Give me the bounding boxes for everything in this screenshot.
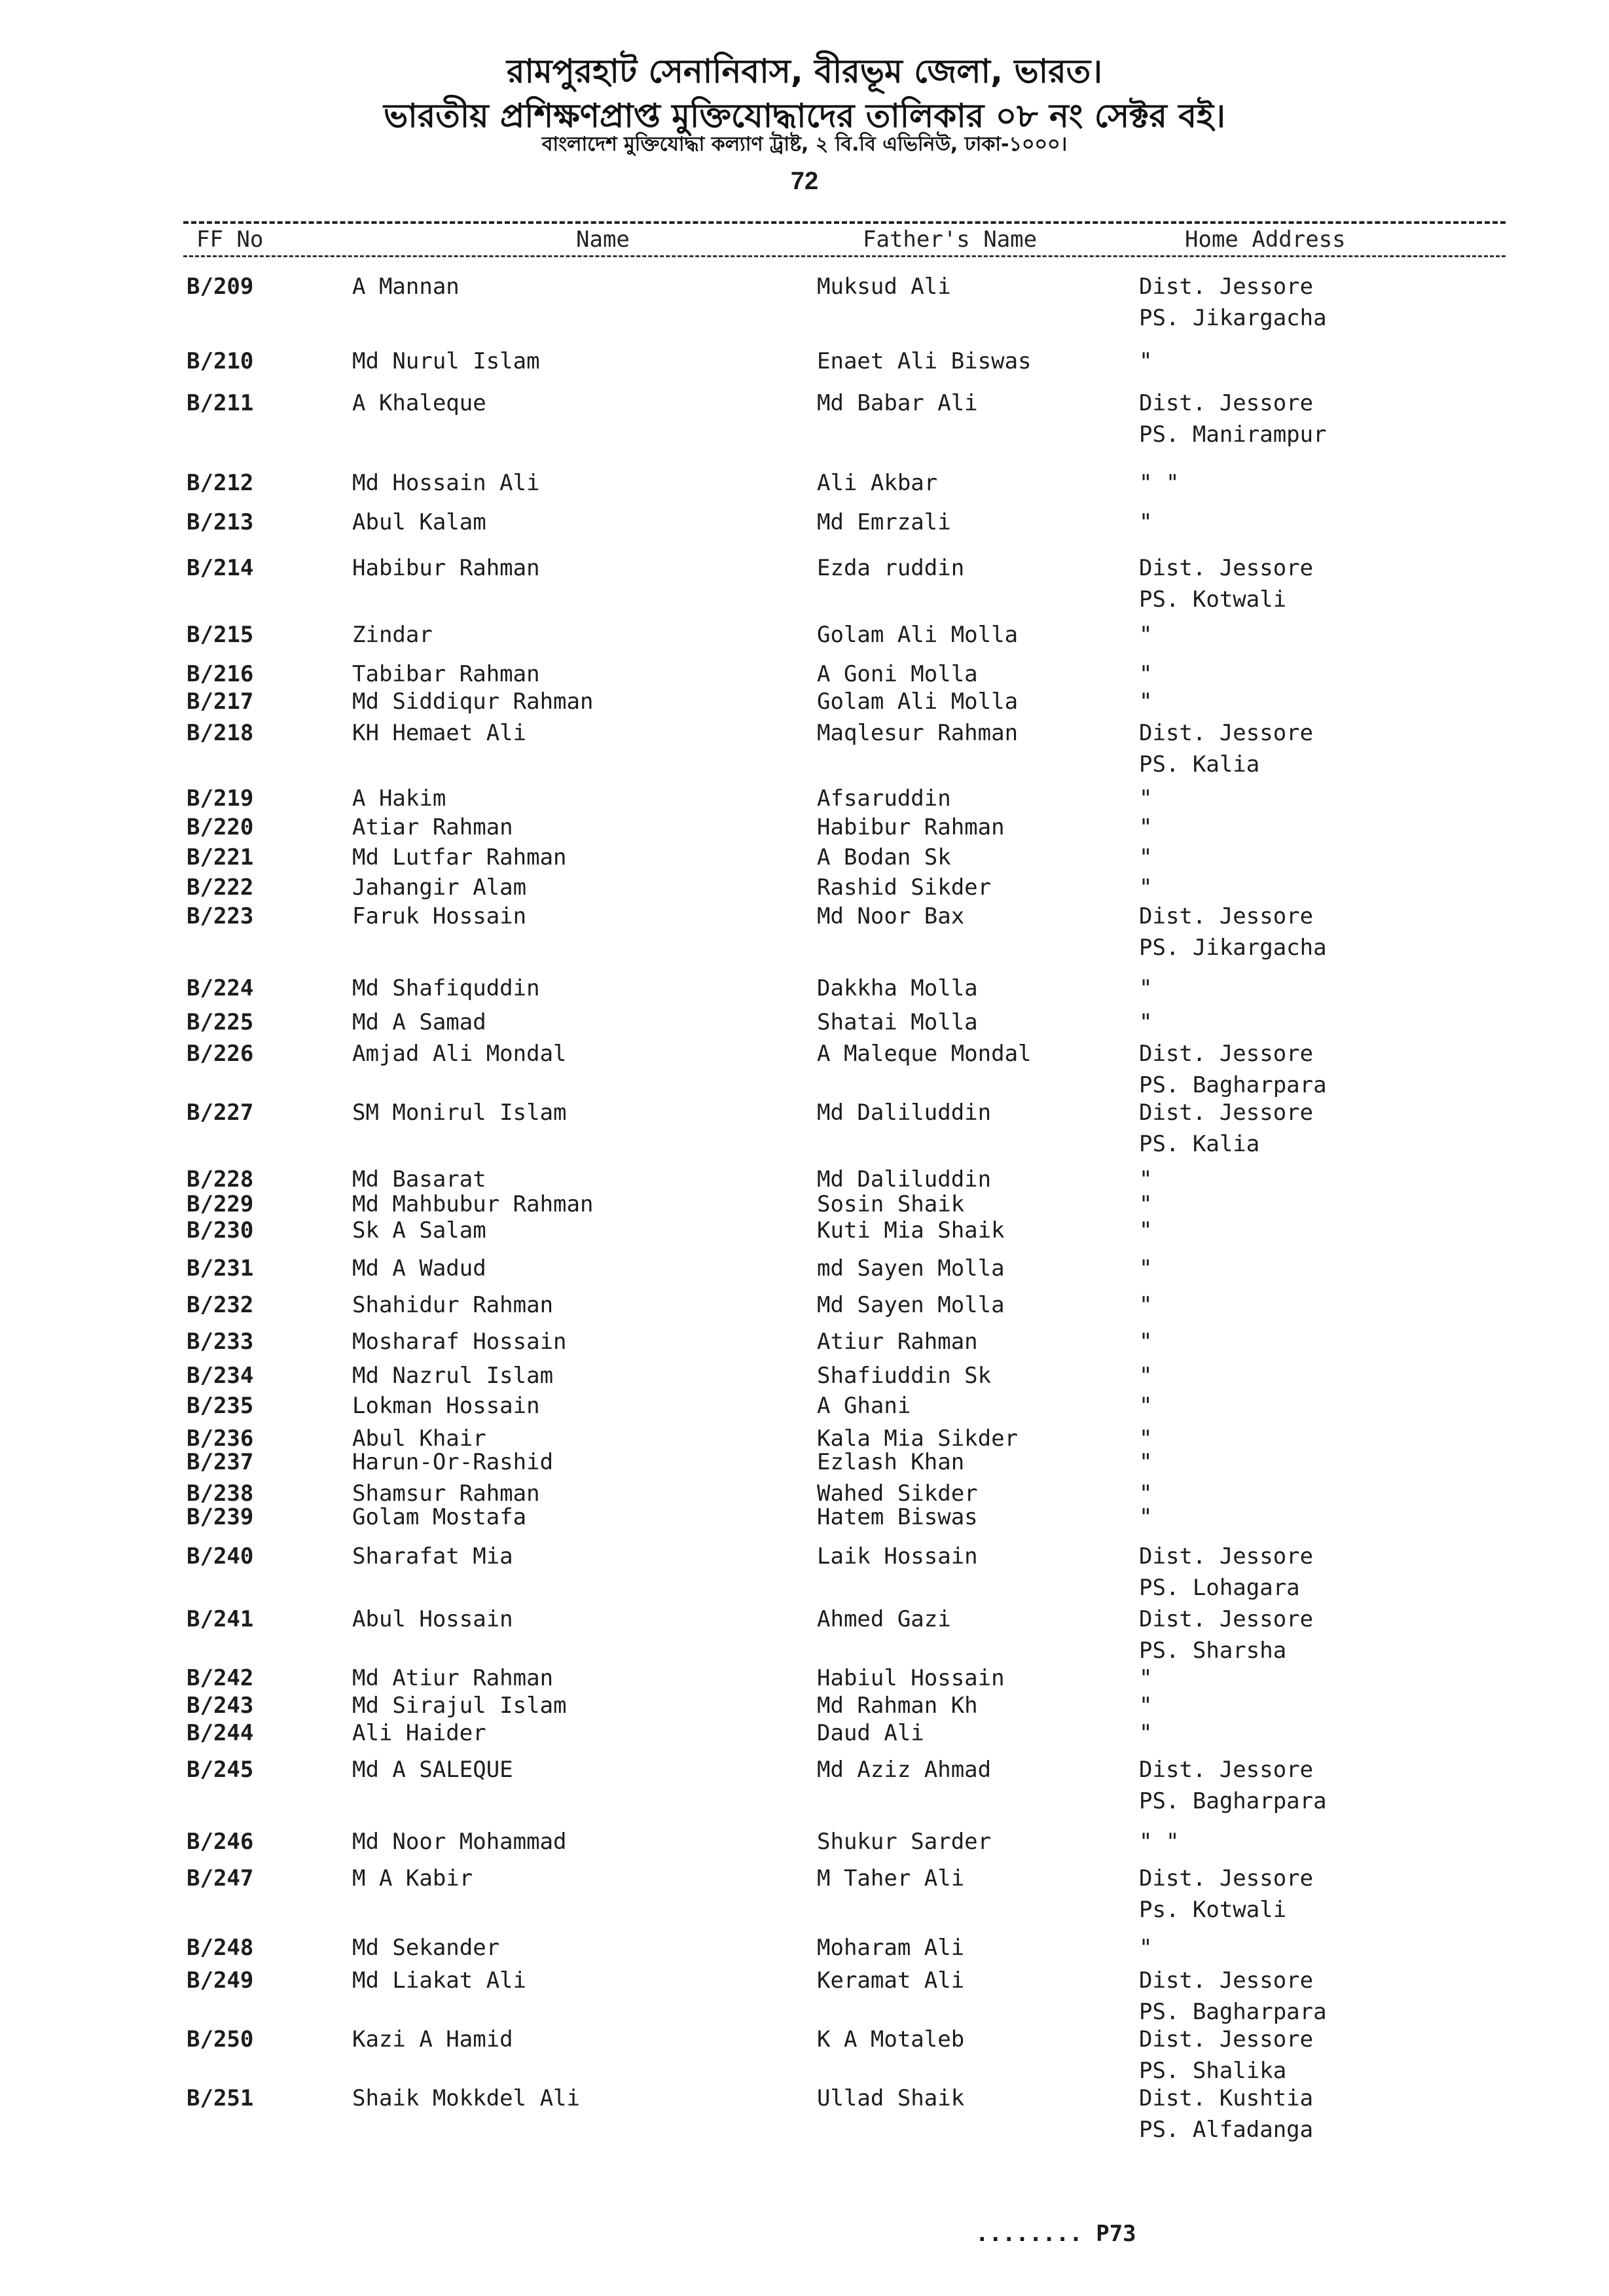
name-cell: Ali Haider xyxy=(352,1720,486,1746)
name-cell: Zindar xyxy=(352,622,433,648)
table-row xyxy=(0,1606,1609,1664)
ff-no-cell: B/214 xyxy=(187,555,254,581)
ff-no-cell: B/219 xyxy=(187,785,254,812)
address-line1-cell: " xyxy=(1139,1191,1153,1217)
address-line1-cell: " xyxy=(1139,1480,1153,1507)
name-cell: Md Hossain Ali xyxy=(352,470,540,496)
address-line1-cell: Dist. Jessore xyxy=(1139,903,1314,929)
name-cell: Abul Hossain xyxy=(352,1606,513,1632)
father-name-cell: Md Noor Bax xyxy=(817,903,965,929)
table-row xyxy=(0,1504,1609,1533)
page-heading-line1: রামপুরহাট সেনানিবাস, বীরভূম জেলা, ভারত। xyxy=(506,52,1103,90)
address-line1-cell: " xyxy=(1139,509,1153,535)
ff-no-cell: B/210 xyxy=(187,348,254,374)
father-name-cell: Moharam Ali xyxy=(817,1935,965,1961)
address-line2-cell: PS. Bagharpara xyxy=(1139,1072,1327,1098)
name-cell: Abul Khair xyxy=(352,1426,486,1452)
page-footer: ........ P73 xyxy=(975,2221,1136,2247)
name-cell: KH Hemaet Ali xyxy=(352,720,527,746)
address-line1-cell: " xyxy=(1139,661,1153,687)
name-cell: Amjad Ali Mondal xyxy=(352,1041,567,1067)
address-line1-cell: " xyxy=(1139,348,1153,374)
ff-no-cell: B/226 xyxy=(187,1041,254,1067)
page-heading-line3: বাংলাদেশ মুক্তিযোদ্ধা কল্যাণ ট্রাষ্ট, ২ বি.বি এভিনিউ, ঢাকা-১০০০। xyxy=(541,133,1068,156)
address-line1-cell: Dist. Jessore xyxy=(1139,1865,1314,1892)
name-cell: Harun-Or-Rashid xyxy=(352,1449,554,1475)
father-name-cell: Ezda ruddin xyxy=(817,555,965,581)
father-name-cell: A Maleque Mondal xyxy=(817,1041,1032,1067)
table-row xyxy=(0,1543,1609,1601)
father-name-cell: Muksud Ali xyxy=(817,274,951,300)
col-header-father: Father's Name xyxy=(863,226,1038,253)
father-name-cell: Keramat Ali xyxy=(817,1967,965,1994)
table-row xyxy=(0,1100,1609,1157)
header-rule-top xyxy=(183,221,1506,224)
table-row xyxy=(0,348,1609,377)
table-row xyxy=(0,1363,1609,1391)
ff-no-cell: B/232 xyxy=(187,1292,254,1318)
father-name-cell: Golam Ali Molla xyxy=(817,689,1019,715)
table-row xyxy=(0,1665,1609,1694)
ff-no-cell: B/239 xyxy=(187,1504,254,1530)
table-row xyxy=(0,1217,1609,1246)
name-cell: Md Shafiquddin xyxy=(352,975,540,1001)
father-name-cell: A Bodan Sk xyxy=(817,844,951,870)
father-name-cell: Ezlash Khan xyxy=(817,1449,965,1475)
ff-no-cell: B/233 xyxy=(187,1329,254,1355)
col-header-ff-no: FF No xyxy=(196,226,264,253)
address-line2-cell: PS. Jikargacha xyxy=(1139,305,1327,331)
address-line1-cell: " xyxy=(1139,1166,1153,1193)
father-name-cell: Maqlesur Rahman xyxy=(817,720,1019,746)
address-line1-cell: " xyxy=(1139,1665,1153,1691)
table-row xyxy=(0,975,1609,1004)
name-cell: Sk A Salam xyxy=(352,1217,486,1244)
father-name-cell: Ullad Shaik xyxy=(817,2085,965,2111)
ff-no-cell: B/248 xyxy=(187,1935,254,1961)
address-line1-cell: " xyxy=(1139,874,1153,901)
ff-no-cell: B/250 xyxy=(187,2026,254,2053)
address-line1-cell: " xyxy=(1139,844,1153,870)
address-line2-cell: PS. Bagharpara xyxy=(1139,1788,1327,1814)
ff-no-cell: B/240 xyxy=(187,1543,254,1570)
ff-no-cell: B/209 xyxy=(187,274,254,300)
ff-no-cell: B/211 xyxy=(187,390,254,416)
address-line1-cell: Dist. Jessore xyxy=(1139,1543,1314,1570)
ff-no-cell: B/228 xyxy=(187,1166,254,1193)
address-line1-cell: " xyxy=(1139,1504,1153,1530)
name-cell: A Khaleque xyxy=(352,390,486,416)
name-cell: A Hakim xyxy=(352,785,446,812)
address-line1-cell: " xyxy=(1139,1329,1153,1355)
address-line2-cell: PS. Sharsha xyxy=(1139,1638,1287,1664)
ff-no-cell: B/220 xyxy=(187,814,254,840)
name-cell: Habibur Rahman xyxy=(352,555,540,581)
father-name-cell: Md Babar Ali xyxy=(817,390,978,416)
address-line2-cell: PS. Jikargacha xyxy=(1139,935,1327,961)
name-cell: Shahidur Rahman xyxy=(352,1292,554,1318)
address-line1-cell: Dist. Jessore xyxy=(1139,1967,1314,1994)
father-name-cell: Shukur Sarder xyxy=(817,1829,992,1855)
ff-no-cell: B/225 xyxy=(187,1009,254,1035)
table-row xyxy=(0,1935,1609,1964)
father-name-cell: Daud Ali xyxy=(817,1720,924,1746)
name-cell: Md Atiur Rahman xyxy=(352,1665,554,1691)
table-row xyxy=(0,814,1609,843)
table-row xyxy=(0,1449,1609,1478)
father-name-cell: Atiur Rahman xyxy=(817,1329,978,1355)
address-line2-cell: PS. Kalia xyxy=(1139,1131,1260,1157)
table-row xyxy=(0,1191,1609,1220)
name-cell: Md Liakat Ali xyxy=(352,1967,527,1994)
father-name-cell: Golam Ali Molla xyxy=(817,622,1019,648)
name-cell: Kazi A Hamid xyxy=(352,2026,513,2053)
ff-no-cell: B/249 xyxy=(187,1967,254,1994)
name-cell: Md Lutfar Rahman xyxy=(352,844,567,870)
name-cell: Md Noor Mohammad xyxy=(352,1829,567,1855)
address-line1-cell: " xyxy=(1139,689,1153,715)
table-row xyxy=(0,903,1609,961)
table-row xyxy=(0,1393,1609,1422)
address-line2-cell: PS. Alfadanga xyxy=(1139,2117,1314,2143)
header-rule-bottom xyxy=(183,255,1506,257)
name-cell: Tabibar Rahman xyxy=(352,661,540,687)
ff-no-cell: B/229 xyxy=(187,1191,254,1217)
address-line1-cell: " xyxy=(1139,1426,1153,1452)
father-name-cell: Md Rahman Kh xyxy=(817,1693,978,1719)
father-name-cell: Kuti Mia Shaik xyxy=(817,1217,1005,1244)
ff-no-cell: B/217 xyxy=(187,689,254,715)
father-name-cell: Md Emrzali xyxy=(817,509,951,535)
father-name-cell: Md Sayen Molla xyxy=(817,1292,1005,1318)
father-name-cell: Afsaruddin xyxy=(817,785,951,812)
father-name-cell: Rashid Sikder xyxy=(817,874,992,901)
address-line1-cell: " xyxy=(1139,1255,1153,1282)
address-line2-cell: PS. Kotwali xyxy=(1139,586,1287,613)
name-cell: SM Monirul Islam xyxy=(352,1100,567,1126)
address-line1-cell: Dist. Jessore xyxy=(1139,555,1314,581)
address-line1-cell: " xyxy=(1139,1449,1153,1475)
address-line1-cell: Dist. Jessore xyxy=(1139,720,1314,746)
ff-no-cell: B/238 xyxy=(187,1480,254,1507)
address-line1-cell: " xyxy=(1139,1720,1153,1746)
ff-no-cell: B/222 xyxy=(187,874,254,901)
address-line2-cell: PS. Lohagara xyxy=(1139,1575,1300,1601)
table-row xyxy=(0,1041,1609,1098)
table-row xyxy=(0,1757,1609,1814)
ff-no-cell: B/247 xyxy=(187,1865,254,1892)
name-cell: Md Sirajul Islam xyxy=(352,1693,567,1719)
table-row xyxy=(0,274,1609,331)
ff-no-cell: B/223 xyxy=(187,903,254,929)
father-name-cell: Habiul Hossain xyxy=(817,1665,1005,1691)
ff-no-cell: B/245 xyxy=(187,1757,254,1783)
address-line2-cell: Ps. Kotwali xyxy=(1139,1897,1287,1923)
address-line1-cell: " xyxy=(1139,975,1153,1001)
table-row xyxy=(0,689,1609,717)
father-name-cell: A Ghani xyxy=(817,1393,911,1419)
ff-no-cell: B/246 xyxy=(187,1829,254,1855)
col-header-address: Home Address xyxy=(1185,226,1346,253)
table-row xyxy=(0,1329,1609,1357)
father-name-cell: Md Aziz Ahmad xyxy=(817,1757,992,1783)
address-line2-cell: PS. Kalia xyxy=(1139,751,1260,778)
ff-no-cell: B/216 xyxy=(187,661,254,687)
name-cell: Md A Wadud xyxy=(352,1255,486,1282)
father-name-cell: Md Daliluddin xyxy=(817,1166,992,1193)
ff-no-cell: B/212 xyxy=(187,470,254,496)
address-line2-cell: PS. Bagharpara xyxy=(1139,1999,1327,2025)
name-cell: Md Nurul Islam xyxy=(352,348,540,374)
address-line1-cell: " xyxy=(1139,1935,1153,1961)
father-name-cell: K A Motaleb xyxy=(817,2026,965,2053)
table-row xyxy=(0,1292,1609,1321)
name-cell: Shamsur Rahman xyxy=(352,1480,540,1507)
father-name-cell: Shafiuddin Sk xyxy=(817,1363,992,1389)
name-cell: Mosharaf Hossain xyxy=(352,1329,567,1355)
table-row xyxy=(0,555,1609,613)
name-cell: A Mannan xyxy=(352,274,460,300)
name-cell: Md Mahbubur Rahman xyxy=(352,1191,594,1217)
table-row xyxy=(0,470,1609,499)
address-line1-cell: Dist. Jessore xyxy=(1139,2026,1314,2053)
ff-no-cell: B/221 xyxy=(187,844,254,870)
address-line1-cell: Dist. Kushtia xyxy=(1139,2085,1314,2111)
father-name-cell: Dakkha Molla xyxy=(817,975,978,1001)
address-line2-cell: PS. Manirampur xyxy=(1139,422,1327,448)
address-line1-cell: " xyxy=(1139,1393,1153,1419)
father-name-cell: md Sayen Molla xyxy=(817,1255,1005,1282)
name-cell: Lokman Hossain xyxy=(352,1393,540,1419)
table-row xyxy=(0,1720,1609,1749)
name-cell: Md Nazrul Islam xyxy=(352,1363,554,1389)
father-name-cell: M Taher Ali xyxy=(817,1865,965,1892)
table-row xyxy=(0,1829,1609,1857)
ff-no-cell: B/241 xyxy=(187,1606,254,1632)
table-row xyxy=(0,1865,1609,1923)
ff-no-cell: B/234 xyxy=(187,1363,254,1389)
name-cell: Md A Samad xyxy=(352,1009,486,1035)
name-cell: Golam Mostafa xyxy=(352,1504,527,1530)
father-name-cell: Ali Akbar xyxy=(817,470,938,496)
name-cell: Jahangir Alam xyxy=(352,874,527,901)
father-name-cell: Kala Mia Sikder xyxy=(817,1426,1019,1452)
father-name-cell: Hatem Biswas xyxy=(817,1504,978,1530)
father-name-cell: Ahmed Gazi xyxy=(817,1606,951,1632)
ff-no-cell: B/227 xyxy=(187,1100,254,1126)
father-name-cell: Wahed Sikder xyxy=(817,1480,978,1507)
table-row xyxy=(0,2085,1609,2143)
table-row xyxy=(0,2026,1609,2084)
father-name-cell: Enaet Ali Biswas xyxy=(817,348,1032,374)
name-cell: Faruk Hossain xyxy=(352,903,527,929)
table-row xyxy=(0,661,1609,690)
address-line1-cell: Dist. Jessore xyxy=(1139,1757,1314,1783)
name-cell: Abul Kalam xyxy=(352,509,486,535)
ff-no-cell: B/235 xyxy=(187,1393,254,1419)
father-name-cell: Sosin Shaik xyxy=(817,1191,965,1217)
page-heading-line2: ভারতীয় প্রশিক্ষণপ্রাপ্ত মুক্তিযোদ্ধাদের তালিকার ০৮ নং সেক্টর বই। xyxy=(384,97,1225,135)
page-number: 72 xyxy=(790,168,819,195)
table-row xyxy=(0,390,1609,448)
name-cell: Sharafat Mia xyxy=(352,1543,513,1570)
name-cell: Md A SALEQUE xyxy=(352,1757,513,1783)
table-row xyxy=(0,1009,1609,1038)
father-name-cell: Habibur Rahman xyxy=(817,814,1005,840)
address-line1-cell: " " xyxy=(1139,470,1180,496)
table-row xyxy=(0,1255,1609,1284)
name-cell: Atiar Rahman xyxy=(352,814,513,840)
ff-no-cell: B/237 xyxy=(187,1449,254,1475)
address-line1-cell: " " xyxy=(1139,1829,1180,1855)
father-name-cell: Md Daliluddin xyxy=(817,1100,992,1126)
address-line1-cell: " xyxy=(1139,785,1153,812)
address-line1-cell: Dist. Jessore xyxy=(1139,1606,1314,1632)
address-line2-cell: PS. Shalika xyxy=(1139,2058,1287,2084)
address-line1-cell: " xyxy=(1139,622,1153,648)
ff-no-cell: B/230 xyxy=(187,1217,254,1244)
table-row xyxy=(0,1693,1609,1721)
address-line1-cell: " xyxy=(1139,814,1153,840)
ff-no-cell: B/243 xyxy=(187,1693,254,1719)
ff-no-cell: B/215 xyxy=(187,622,254,648)
address-line1-cell: " xyxy=(1139,1363,1153,1389)
address-line1-cell: Dist. Jessore xyxy=(1139,1100,1314,1126)
name-cell: Md Sekander xyxy=(352,1935,500,1961)
address-line1-cell: " xyxy=(1139,1693,1153,1719)
father-name-cell: A Goni Molla xyxy=(817,661,978,687)
table-row xyxy=(0,844,1609,873)
address-line1-cell: Dist. Jessore xyxy=(1139,390,1314,416)
table-row xyxy=(0,720,1609,778)
ff-no-cell: B/224 xyxy=(187,975,254,1001)
father-name-cell: Laik Hossain xyxy=(817,1543,978,1570)
ff-no-cell: B/251 xyxy=(187,2085,254,2111)
ff-no-cell: B/236 xyxy=(187,1426,254,1452)
table-row xyxy=(0,785,1609,814)
table-row xyxy=(0,509,1609,538)
ff-no-cell: B/213 xyxy=(187,509,254,535)
ff-no-cell: B/218 xyxy=(187,720,254,746)
name-cell: M A Kabir xyxy=(352,1865,473,1892)
ff-no-cell: B/244 xyxy=(187,1720,254,1746)
address-line1-cell: Dist. Jessore xyxy=(1139,1041,1314,1067)
address-line1-cell: Dist. Jessore xyxy=(1139,274,1314,300)
address-line1-cell: " xyxy=(1139,1292,1153,1318)
father-name-cell: Shatai Molla xyxy=(817,1009,978,1035)
table-row xyxy=(0,622,1609,651)
name-cell: Shaik Mokkdel Ali xyxy=(352,2085,580,2111)
col-header-name: Name xyxy=(576,226,630,253)
address-line1-cell: " xyxy=(1139,1009,1153,1035)
address-line1-cell: " xyxy=(1139,1217,1153,1244)
ff-no-cell: B/242 xyxy=(187,1665,254,1691)
name-cell: Md Siddiqur Rahman xyxy=(352,689,594,715)
ff-no-cell: B/231 xyxy=(187,1255,254,1282)
table-row xyxy=(0,1967,1609,2025)
name-cell: Md Basarat xyxy=(352,1166,486,1193)
table-row xyxy=(0,874,1609,903)
